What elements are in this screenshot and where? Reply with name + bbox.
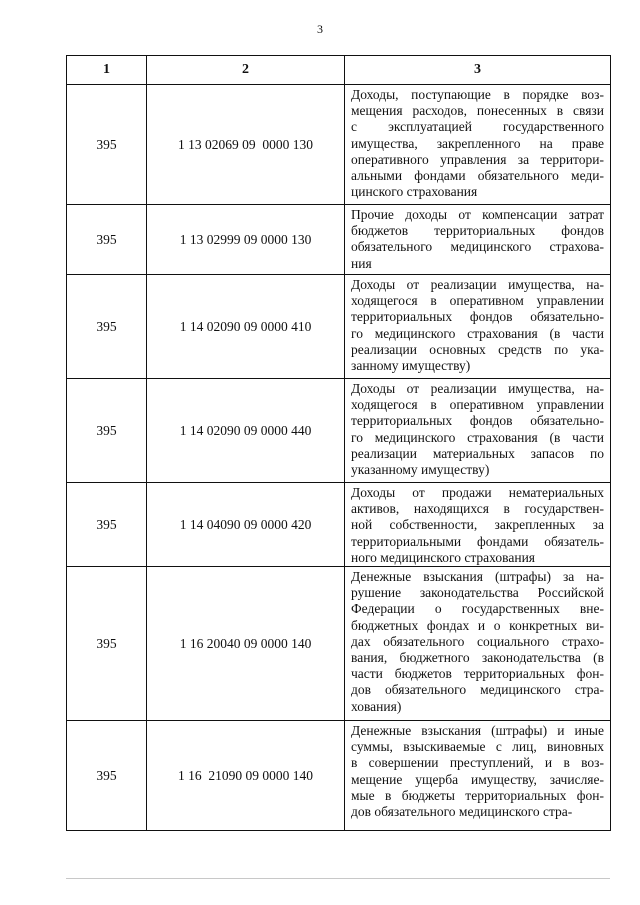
description-line: Федерации о государственных вне-	[351, 601, 604, 617]
description-line: вания, бюджетного законодательства (в	[351, 650, 604, 666]
description-line: Доходы, поступающие в порядке воз-	[351, 87, 604, 102]
bottom-rule	[66, 878, 610, 879]
income-codes-table	[66, 55, 611, 831]
description-line: альными фондами обязательного меди-	[351, 168, 604, 184]
header-col-1: 1	[67, 56, 147, 85]
description-line: го медицинского страхования (в части	[351, 325, 604, 341]
admin-code-cell: 395	[67, 275, 147, 379]
description-line: рушение законодательства Российской	[351, 585, 604, 601]
admin-code-cell: 395	[67, 379, 147, 483]
table-row	[67, 567, 611, 721]
description-line: бюджетов территориальных фондов	[351, 223, 604, 239]
description-line: хования)	[351, 698, 402, 714]
budget-classification-code-cell: 1 14 02090 09 0000 410	[147, 275, 345, 379]
income-description-cell	[345, 205, 611, 275]
description-line: дах обязательного социального страхо-	[351, 633, 604, 649]
table-row	[67, 483, 611, 567]
description-line: территориальных фондов обязательно-	[351, 309, 604, 325]
description-line: мещения расходов, понесенных в связи	[351, 103, 604, 119]
admin-code-cell: 395	[67, 567, 147, 721]
description-line: территориальными фондами обязатель-	[351, 533, 604, 549]
admin-code-cell: 395	[67, 205, 147, 275]
description-line: ния	[351, 255, 372, 271]
description-line: Доходы от реализации имущества, на-	[351, 381, 604, 396]
table-row	[67, 85, 611, 205]
budget-classification-code-cell: 1 14 04090 09 0000 420	[147, 483, 345, 567]
income-description-cell	[345, 483, 611, 567]
description-line: с эксплуатацией государственного	[351, 119, 604, 135]
income-description-cell	[345, 275, 611, 379]
description-line: ной собственности, закрепленных за	[351, 517, 604, 533]
description-line: Доходы от реализации имущества, на-	[351, 277, 604, 292]
budget-classification-code-cell: 1 14 02090 09 0000 440	[147, 379, 345, 483]
description-line: бюджетных фондах и о конкретных ви-	[351, 617, 604, 633]
description-line: Денежные взыскания (штрафы) и иные	[351, 723, 604, 739]
income-description-cell	[345, 721, 611, 831]
income-description-cell	[345, 379, 611, 483]
table-header-row	[67, 56, 611, 85]
description-line: го медицинского страхования (в части	[351, 429, 604, 445]
description-line: ходящегося в оперативном управлении	[351, 397, 604, 413]
budget-classification-code-cell: 1 13 02999 09 0000 130	[147, 205, 345, 275]
description-line: активов, находящихся в государствен-	[351, 501, 604, 517]
income-description-cell	[345, 567, 611, 721]
budget-classification-code-cell: 1 13 02069 09 0000 130	[147, 85, 345, 205]
table-row	[67, 205, 611, 275]
description-line: мещение ущерба имуществу, зачисляе-	[351, 771, 604, 787]
description-line: дов обязательного медицинского стра-	[351, 804, 573, 820]
description-line: Доходы от продажи нематериальных	[351, 485, 604, 500]
description-line: Прочие доходы от компенсации затрат	[351, 207, 604, 222]
description-line: указанному имуществу)	[351, 462, 490, 478]
description-line: в совершении преступлений, и в воз-	[351, 755, 604, 771]
description-line: дов обязательного медицинского стра-	[351, 682, 604, 698]
header-col-3: 3	[345, 56, 611, 85]
description-line: части бюджетов территориальных фон-	[351, 666, 604, 682]
admin-code-cell: 395	[67, 85, 147, 205]
budget-classification-code-cell: 1 16 20040 09 0000 140	[147, 567, 345, 721]
admin-code-cell: 395	[67, 721, 147, 831]
header-col-2: 2	[147, 56, 345, 85]
table-row	[67, 275, 611, 379]
description-line: ного медицинского страхования	[351, 549, 535, 565]
description-line: оперативного управления за территори-	[351, 151, 604, 167]
income-description-cell	[345, 85, 611, 205]
table-row	[67, 379, 611, 483]
description-line: реализации материальных запасов по	[351, 445, 604, 461]
admin-code-cell: 395	[67, 483, 147, 567]
description-line: имущества, закрепленного на праве	[351, 135, 604, 151]
description-line: Денежные взыскания (штрафы) за на-	[351, 569, 604, 585]
table-row	[67, 721, 611, 831]
description-line: мые в бюджеты территориальных фон-	[351, 787, 604, 803]
description-line: суммы, взыскиваемые с лиц, виновных	[351, 739, 604, 755]
description-line: реализации основных средств по ука-	[351, 341, 604, 357]
description-line: обязательного медицинского страхова-	[351, 239, 604, 255]
description-line: цинского страхования	[351, 184, 478, 200]
description-line: занному имуществу)	[351, 358, 471, 374]
budget-classification-code-cell: 1 16 21090 09 0000 140	[147, 721, 345, 831]
description-line: территориальных фондов обязательно-	[351, 413, 604, 429]
description-line: ходящегося в оперативном управлении	[351, 293, 604, 309]
page-number: 3	[317, 22, 323, 36]
